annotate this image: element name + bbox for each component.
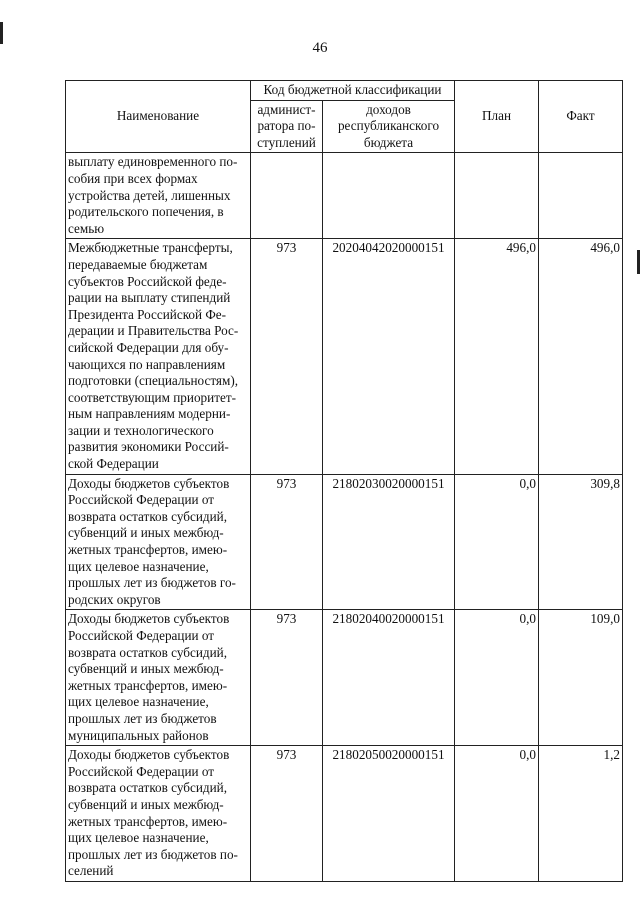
- table-row: [66, 239, 623, 474]
- row-income-code: 21802030020000151: [323, 474, 455, 610]
- row-name: Межбюджетные трансферты, передаваемые бюджетам субъектов Российской феде-рации на выплату стипендий Президента Российской Фе-дерации и Правительства Рос-сийской Федерации для обу-чающихся по направлениям подготовки (специальностям), соответствующим приоритет-ным направлениям модерни-зации и технологического развития экономики Россий-ской Федерации: [66, 239, 251, 474]
- row-admin-code: 973: [251, 610, 323, 746]
- row-fact: 309,8: [539, 474, 623, 610]
- row-name: выплату единовременного по-собия при всех формах устройства детей, лишенных родительского попечения, в семью: [66, 153, 251, 239]
- row-admin-code: [251, 153, 323, 239]
- header-fact: Факт: [539, 81, 623, 153]
- table-row: [66, 153, 623, 239]
- row-admin-code: 973: [251, 746, 323, 882]
- row-fact: 496,0: [539, 239, 623, 474]
- row-income-code: 20204042020000151: [323, 239, 455, 474]
- table-row: [66, 610, 623, 746]
- row-fact: 109,0: [539, 610, 623, 746]
- row-plan: 0,0: [455, 746, 539, 882]
- row-admin-code: 973: [251, 239, 323, 474]
- header-code-group: Код бюджетной классификации: [251, 81, 455, 101]
- row-fact: [539, 153, 623, 239]
- header-admin: админист-ратора по-ступлений: [251, 100, 323, 153]
- budget-classification-table: [65, 80, 623, 882]
- row-plan: [455, 153, 539, 239]
- table-row: [66, 474, 623, 610]
- row-plan: 0,0: [455, 474, 539, 610]
- header-plan: План: [455, 81, 539, 153]
- header-income: доходов республиканского бюджета: [323, 100, 455, 153]
- header-name: Наименование: [66, 81, 251, 153]
- row-admin-code: 973: [251, 474, 323, 610]
- row-fact: 1,2: [539, 746, 623, 882]
- row-plan: 0,0: [455, 610, 539, 746]
- row-name: Доходы бюджетов субъектов Российской Федерации от возврата остатков субсидий, субвенций и иных межбюд-жетных трансфертов, имею-щих целевое назначение, прошлых лет из бюджетов го-родских округов: [66, 474, 251, 610]
- header-row-top: [66, 81, 623, 101]
- row-plan: 496,0: [455, 239, 539, 474]
- row-income-code: [323, 153, 455, 239]
- table-row: [66, 746, 623, 882]
- row-name: Доходы бюджетов субъектов Российской Федерации от возврата остатков субсидий, субвенций и иных межбюд-жетных трансфертов, имею-щих целевое назначение, прошлых лет из бюджетов муниципальных районов: [66, 610, 251, 746]
- row-income-code: 21802050020000151: [323, 746, 455, 882]
- row-name: Доходы бюджетов субъектов Российской Федерации от возврата остатков субсидий, субвенций и иных межбюд-жетных трансфертов, имею-щих целевое назначение, прошлых лет из бюджетов по-селений: [66, 746, 251, 882]
- row-income-code: 21802040020000151: [323, 610, 455, 746]
- page-number: 46: [312, 40, 328, 56]
